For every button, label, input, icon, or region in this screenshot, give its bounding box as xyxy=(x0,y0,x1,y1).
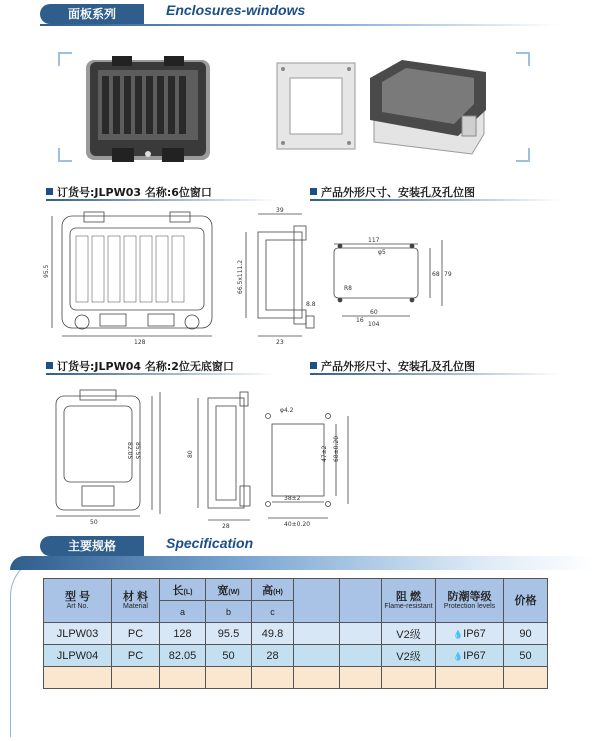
spec-title-en: Specification xyxy=(166,535,254,551)
product-photo-frame xyxy=(276,62,356,152)
section1-drawing-label xyxy=(310,184,475,200)
cell-length: 82.05 xyxy=(160,645,206,667)
spec-band xyxy=(10,556,594,570)
cell-model: JLPW03 xyxy=(44,623,112,645)
dim-width: 128 xyxy=(134,339,146,346)
corner-mark xyxy=(58,148,72,162)
underline xyxy=(310,199,560,201)
cell-width: 95.5 xyxy=(206,623,252,645)
dim2-h2: 85.55 xyxy=(134,442,141,460)
underline xyxy=(46,373,276,375)
corner-mark xyxy=(516,148,530,162)
header-width-en: b xyxy=(206,601,252,623)
dim-60: 60 xyxy=(370,309,378,316)
product-photo-jlpw03 xyxy=(84,56,212,164)
technical-drawing-jlpw03 xyxy=(44,206,584,346)
cell-price: 50 xyxy=(504,645,548,667)
dim2-v2: 68±0.20 xyxy=(333,435,340,462)
section2-drawing-label xyxy=(310,358,475,374)
drawing-text-2: 产品外形尺寸、安装孔及孔位图 xyxy=(321,360,475,373)
product-photo-jlpw04 xyxy=(362,54,492,158)
section2-order-label xyxy=(46,358,234,374)
header-flame: 阻 燃 Flame-resistant xyxy=(382,579,436,623)
bullet-square-icon xyxy=(310,362,317,369)
table-row xyxy=(44,623,548,645)
cell-width: 50 xyxy=(206,645,252,667)
table-row xyxy=(44,645,548,667)
dim2-width: 50 xyxy=(90,519,98,526)
dim2-w: 38±2 xyxy=(284,495,301,502)
dim2-phi: φ4.2 xyxy=(280,407,294,414)
header-title-cn: 面板系列 xyxy=(40,4,144,24)
dim-phi5: φ5 xyxy=(378,249,386,256)
dim2-bw: 40±0.20 xyxy=(284,521,311,528)
corner-mark xyxy=(516,52,530,66)
cell-height: 49.8 xyxy=(252,623,294,645)
technical-drawing-jlpw04 xyxy=(44,382,584,528)
dim-79: 79 xyxy=(444,271,452,278)
dim-top: 39 xyxy=(276,207,284,214)
header-length-en: a xyxy=(160,601,206,623)
drawing-text-1: 产品外形尺寸、安装孔及孔位图 xyxy=(321,186,475,199)
dim-bottom: 23 xyxy=(276,339,284,346)
section1-order-label xyxy=(46,184,212,200)
order-text-jlpw04: 订货号:JLPW04 名称:2位无底窗口 xyxy=(57,360,234,373)
header-price: 价格 xyxy=(504,579,548,623)
header-height-en: c xyxy=(252,601,294,623)
header-rule xyxy=(40,24,560,26)
order-text-jlpw03: 订货号:JLPW03 名称:6位窗口 xyxy=(57,186,212,199)
header-blank xyxy=(294,579,340,623)
dim-height: 95.5 xyxy=(43,264,50,278)
droplet-icon: 💧 xyxy=(453,629,464,639)
dim2-v1: 47±2 xyxy=(321,445,328,462)
spec-title-cn: 主要规格 xyxy=(40,536,144,556)
cell-material: PC xyxy=(112,645,160,667)
header-material: 材 料 Material xyxy=(112,579,160,623)
dim-side-height: 66.5x111.2 xyxy=(237,259,244,294)
dim-88: 8.8 xyxy=(306,301,316,308)
header-width: 宽(W) xyxy=(206,579,252,601)
cell-blank xyxy=(340,645,382,667)
droplet-icon: 💧 xyxy=(453,651,464,661)
header-length: 长(L) xyxy=(160,579,206,601)
spec-table xyxy=(43,578,548,689)
dim-117: 117 xyxy=(368,237,380,244)
cell-ip: 💧IP67 xyxy=(436,623,504,645)
cell-height: 28 xyxy=(252,645,294,667)
cell-ip: 💧IP67 xyxy=(436,645,504,667)
header-protection: 防潮等级 Protection levels xyxy=(436,579,504,623)
header-height: 高(H) xyxy=(252,579,294,601)
dim-r8: R8 xyxy=(344,285,352,292)
table-row-empty xyxy=(44,667,548,689)
dim2-side: 80 xyxy=(187,450,194,458)
dim2-h1: 82.05 xyxy=(126,442,133,460)
dim-16: 16 xyxy=(356,317,364,324)
bullet-square-icon xyxy=(46,362,53,369)
header-model: 型 号 Art No. xyxy=(44,579,112,623)
header-title-en: Enclosures-windows xyxy=(166,2,306,18)
dim2-bottom: 28 xyxy=(222,523,230,530)
cell-length: 128 xyxy=(160,623,206,645)
header-blank xyxy=(340,579,382,623)
cell-blank xyxy=(294,623,340,645)
cell-flame: V2级 xyxy=(382,645,436,667)
cell-blank xyxy=(340,623,382,645)
corner-mark xyxy=(58,52,72,66)
cell-model: JLPW04 xyxy=(44,645,112,667)
cell-blank xyxy=(294,645,340,667)
dim-104: 104 xyxy=(368,321,380,328)
cell-price: 90 xyxy=(504,623,548,645)
cell-flame: V2级 xyxy=(382,623,436,645)
dim-68: 68 xyxy=(432,271,440,278)
bullet-square-icon xyxy=(46,188,53,195)
underline xyxy=(310,373,560,375)
cell-material: PC xyxy=(112,623,160,645)
underline xyxy=(46,199,276,201)
bullet-square-icon xyxy=(310,188,317,195)
